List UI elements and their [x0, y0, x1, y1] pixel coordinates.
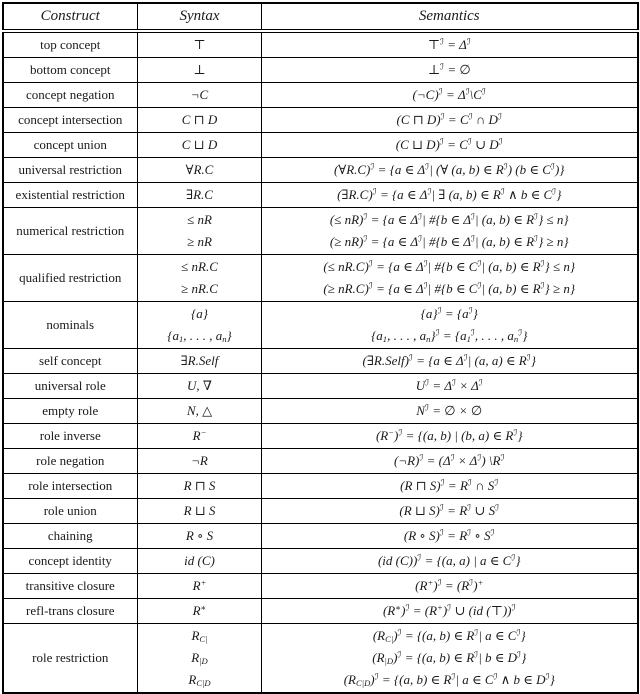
syntax-expression: ¬R — [191, 453, 208, 468]
syntax-cell — [138, 183, 262, 208]
table-row — [3, 255, 638, 302]
syntax-cell — [138, 399, 262, 424]
syntax-expression: R ∘ S — [185, 528, 214, 543]
semantics-cell — [262, 549, 638, 574]
semantics-expression: (≤ nR)$^ℐ$ = {a ∈ $\Delta^ℐ|$ #{b ∈ $\Delta^ℐ|$ (a, b) ∈ $R^ℐ\} \le n$} — [329, 211, 569, 227]
syntax-expression: $R_{C|D}$ — [188, 672, 211, 689]
semantics-cell — [262, 624, 638, 694]
construct-cell: existential restriction — [3, 183, 138, 208]
table-row — [3, 574, 638, 599]
semantics-expression: (id (C))$^ℐ$ = {(a, a) | a ∈ $C^ℐ$} — [377, 552, 521, 568]
semantics-expression: $(R^-)^ℐ = \{(a$, b) | (b, a) ∈ $R^ℐ$} — [375, 427, 523, 443]
syntax-cell — [138, 474, 262, 499]
syntax-cell — [138, 424, 262, 449]
semantics-expression: (R ⊔ $S)^ℐ = R^ℐ$ ∪ $S^ℐ$ — [399, 502, 500, 518]
header-row — [3, 3, 638, 31]
syntax-expression: ¬C — [190, 87, 209, 102]
semantics-cell — [262, 302, 638, 349]
syntax-cell — [138, 255, 262, 302]
syntax-cell — [138, 574, 262, 599]
table-row — [3, 474, 638, 499]
semantics-cell — [262, 58, 638, 83]
syntax-expression: ≤ nR — [187, 212, 212, 227]
syntax-expression: ⊥ — [193, 62, 206, 77]
semantics-cell — [262, 499, 638, 524]
construct-cell: top concept — [3, 31, 138, 58]
syntax-expression: C ⊔ D — [181, 137, 218, 152]
construct-cell: role union — [3, 499, 138, 524]
semantics-expression: $(R_{C|D})^ℐ = \{(a$, b) ∈ $R^ℐ|$ a ∈ $C^ℐ$ ∧ b ∈ $D^ℐ$} — [343, 671, 555, 689]
semantics-cell — [262, 158, 638, 183]
semantics-expression: (≤ nR.C)$^ℐ$ = {a ∈ $\Delta^ℐ|$ #{b ∈ $C^ℐ|$ (a, b) ∈ $R^ℐ\} \le n$} — [323, 258, 576, 274]
construct-cell: role intersection — [3, 474, 138, 499]
construct-cell: role inverse — [3, 424, 138, 449]
semantics-cell — [262, 524, 638, 549]
construct-cell: qualified restriction — [3, 255, 138, 302]
table-row — [3, 599, 638, 624]
syntax-cell — [138, 31, 262, 58]
semantics-expression: (C ⊔ $D)^ℐ = C^ℐ$ ∪ $D^ℐ$ — [395, 136, 503, 152]
semantics-expression: (R ⊓ $S)^ℐ = R^ℐ$ ∩ $S^ℐ$ — [400, 477, 499, 493]
syntax-cell — [138, 624, 262, 694]
semantics-cell — [262, 349, 638, 374]
semantics-expression: (≥ nR.C)$^ℐ$ = {a ∈ $\Delta^ℐ|$ #{b ∈ $C^ℐ|$ (a, b) ∈ $R^ℐ\} \ge n$} — [323, 280, 576, 296]
table-row — [3, 83, 638, 108]
syntax-cell — [138, 58, 262, 83]
table-row — [3, 524, 638, 549]
header-syntax: Syntax — [138, 3, 262, 31]
semantics-cell — [262, 208, 638, 255]
table-row — [3, 549, 638, 574]
semantics-cell — [262, 424, 638, 449]
construct-cell: transitive closure — [3, 574, 138, 599]
table-row — [3, 499, 638, 524]
semantics-cell — [262, 374, 638, 399]
dl-constructs-table — [2, 2, 639, 694]
semantics-expression: (¬C)$^ℐ$ = $\Delta^ℐ\backslash C^ℐ$ — [412, 86, 486, 102]
syntax-expression: ⊤ — [193, 37, 206, 52]
syntax-cell — [138, 208, 262, 255]
header-semantics: Semantics — [262, 3, 638, 31]
table-row — [3, 624, 638, 694]
syntax-expression: R− — [192, 427, 207, 443]
semantics-expression: $(R^∗)^ℐ = (R^+)^ℐ$ ∪ (id (⊤))$^ℐ$ — [382, 602, 516, 618]
semantics-expression: (∀R.C)$^ℐ$ = {a ∈ $\Delta^ℐ|$ (∀ (a, b) ∈ $R^ℐ$) (b ∈ $C^ℐ$)} — [334, 161, 565, 177]
syntax-cell — [138, 599, 262, 624]
semantics-cell — [262, 599, 638, 624]
construct-cell: nominals — [3, 302, 138, 349]
syntax-expression: R ⊓ S — [183, 478, 216, 493]
semantics-cell — [262, 83, 638, 108]
semantics-expression: $\{a\}^ℐ = \{a^ℐ\}$ — [420, 305, 478, 321]
syntax-expression: id (C) — [184, 553, 215, 568]
syntax-cell — [138, 499, 262, 524]
semantics-expression: ⊤$^ℐ$ = $\Delta^ℐ$ — [427, 36, 471, 52]
semantics-cell — [262, 255, 638, 302]
syntax-expression: ∀R.C — [185, 162, 214, 177]
semantics-expression: $(R_{C|})^ℐ = \{(a$, b) ∈ $R^ℐ|$ a ∈ $C^ℐ$} — [372, 627, 526, 645]
syntax-expression: R+ — [192, 577, 207, 593]
construct-cell: refl-trans closure — [3, 599, 138, 624]
syntax-expression: ∃R.Self — [180, 353, 219, 368]
syntax-cell — [138, 349, 262, 374]
syntax-expression: R∗ — [192, 602, 207, 618]
construct-cell: concept identity — [3, 549, 138, 574]
syntax-expression: ≥ nR — [187, 234, 212, 249]
construct-cell: bottom concept — [3, 58, 138, 83]
syntax-expression: C ⊓ D — [181, 112, 218, 127]
table-row — [3, 183, 638, 208]
table-row — [3, 399, 638, 424]
syntax-cell — [138, 133, 262, 158]
construct-cell: chaining — [3, 524, 138, 549]
syntax-cell — [138, 524, 262, 549]
table-row — [3, 302, 638, 349]
construct-cell: numerical restriction — [3, 208, 138, 255]
construct-cell: empty role — [3, 399, 138, 424]
semantics-expression: (¬R)$^ℐ$ = $(\Delta^ℐ \times \Delta^ℐ)$ $\backslash R^ℐ$ — [393, 452, 505, 468]
syntax-cell — [138, 158, 262, 183]
semantics-cell — [262, 574, 638, 599]
semantics-cell — [262, 133, 638, 158]
syntax-expression: {a} — [191, 306, 208, 321]
syntax-cell — [138, 549, 262, 574]
syntax-expression: {$a_1$, . . . , $a_n$} — [167, 328, 232, 345]
semantics-cell — [262, 449, 638, 474]
semantics-expression: $(R_{|D})^ℐ = \{(a$, b) ∈ $R^ℐ|$ b ∈ $D^ℐ$} — [372, 649, 527, 667]
table-row — [3, 58, 638, 83]
semantics-cell — [262, 474, 638, 499]
construct-cell: role negation — [3, 449, 138, 474]
syntax-cell — [138, 302, 262, 349]
table-row — [3, 108, 638, 133]
construct-cell: universal restriction — [3, 158, 138, 183]
semantics-cell — [262, 399, 638, 424]
syntax-expression: $R_{|D}$ — [191, 650, 208, 667]
table-row — [3, 349, 638, 374]
semantics-expression: (∃R.Self)$^ℐ$ = {a ∈ $\Delta^ℐ|$ (a, a) ∈ $R^ℐ$} — [362, 352, 536, 368]
syntax-expression: ≤ nR.C — [181, 259, 218, 274]
semantics-expression: (≥ nR)$^ℐ$ = {a ∈ $\Delta^ℐ|$ #{b ∈ $\Delta^ℐ|$ (a, b) ∈ $R^ℐ\} \ge n$} — [329, 233, 569, 249]
semantics-expression: $(R^+)^ℐ = (R^ℐ)^+$ — [415, 577, 484, 593]
syntax-expression: N, △ — [186, 403, 213, 418]
construct-cell: role restriction — [3, 624, 138, 694]
syntax-cell — [138, 108, 262, 133]
semantics-expression: ⊥$^ℐ$ = ∅ — [427, 61, 471, 77]
construct-cell: concept union — [3, 133, 138, 158]
construct-cell: self concept — [3, 349, 138, 374]
table-row — [3, 158, 638, 183]
semantics-expression: (R ∘ $S)^ℐ = R^ℐ$ ∘ $S^ℐ$ — [403, 527, 495, 543]
construct-cell: concept negation — [3, 83, 138, 108]
syntax-expression: R ⊔ S — [183, 503, 216, 518]
syntax-expression: $R_{C|}$ — [191, 628, 208, 645]
construct-cell: universal role — [3, 374, 138, 399]
semantics-cell — [262, 183, 638, 208]
semantics-cell — [262, 31, 638, 58]
table-row — [3, 208, 638, 255]
table-row — [3, 31, 638, 58]
table-row — [3, 133, 638, 158]
syntax-expression: ≥ nR.C — [181, 281, 218, 296]
syntax-expression: ∃R.C — [186, 187, 213, 202]
table-row — [3, 449, 638, 474]
table-row — [3, 374, 638, 399]
semantics-expression: $U^ℐ = \Delta^ℐ \times \Delta^ℐ$ — [415, 377, 483, 393]
semantics-expression: (C ⊓ $D)^ℐ = C^ℐ$ ∩ $D^ℐ$ — [396, 111, 502, 127]
semantics-expression: {$a_1$, . . . , $a_n\}^ℐ = \{a_1^ℐ$, . . . , $a_n^ℐ$} — [371, 327, 528, 345]
construct-cell: concept intersection — [3, 108, 138, 133]
semantics-expression: (∃R.C)$^ℐ$ = {a ∈ $\Delta^ℐ|$ ∃ (a, b) ∈ $R^ℐ$ ∧ b ∈ $C^ℐ$} — [337, 186, 562, 202]
semantics-cell — [262, 108, 638, 133]
syntax-expression: U, ∇ — [187, 378, 212, 393]
syntax-cell — [138, 449, 262, 474]
semantics-expression: $N^ℐ$ = ∅ × ∅ — [416, 402, 483, 418]
header-construct: Construct — [3, 3, 138, 31]
syntax-cell — [138, 374, 262, 399]
table-row — [3, 424, 638, 449]
syntax-cell — [138, 83, 262, 108]
